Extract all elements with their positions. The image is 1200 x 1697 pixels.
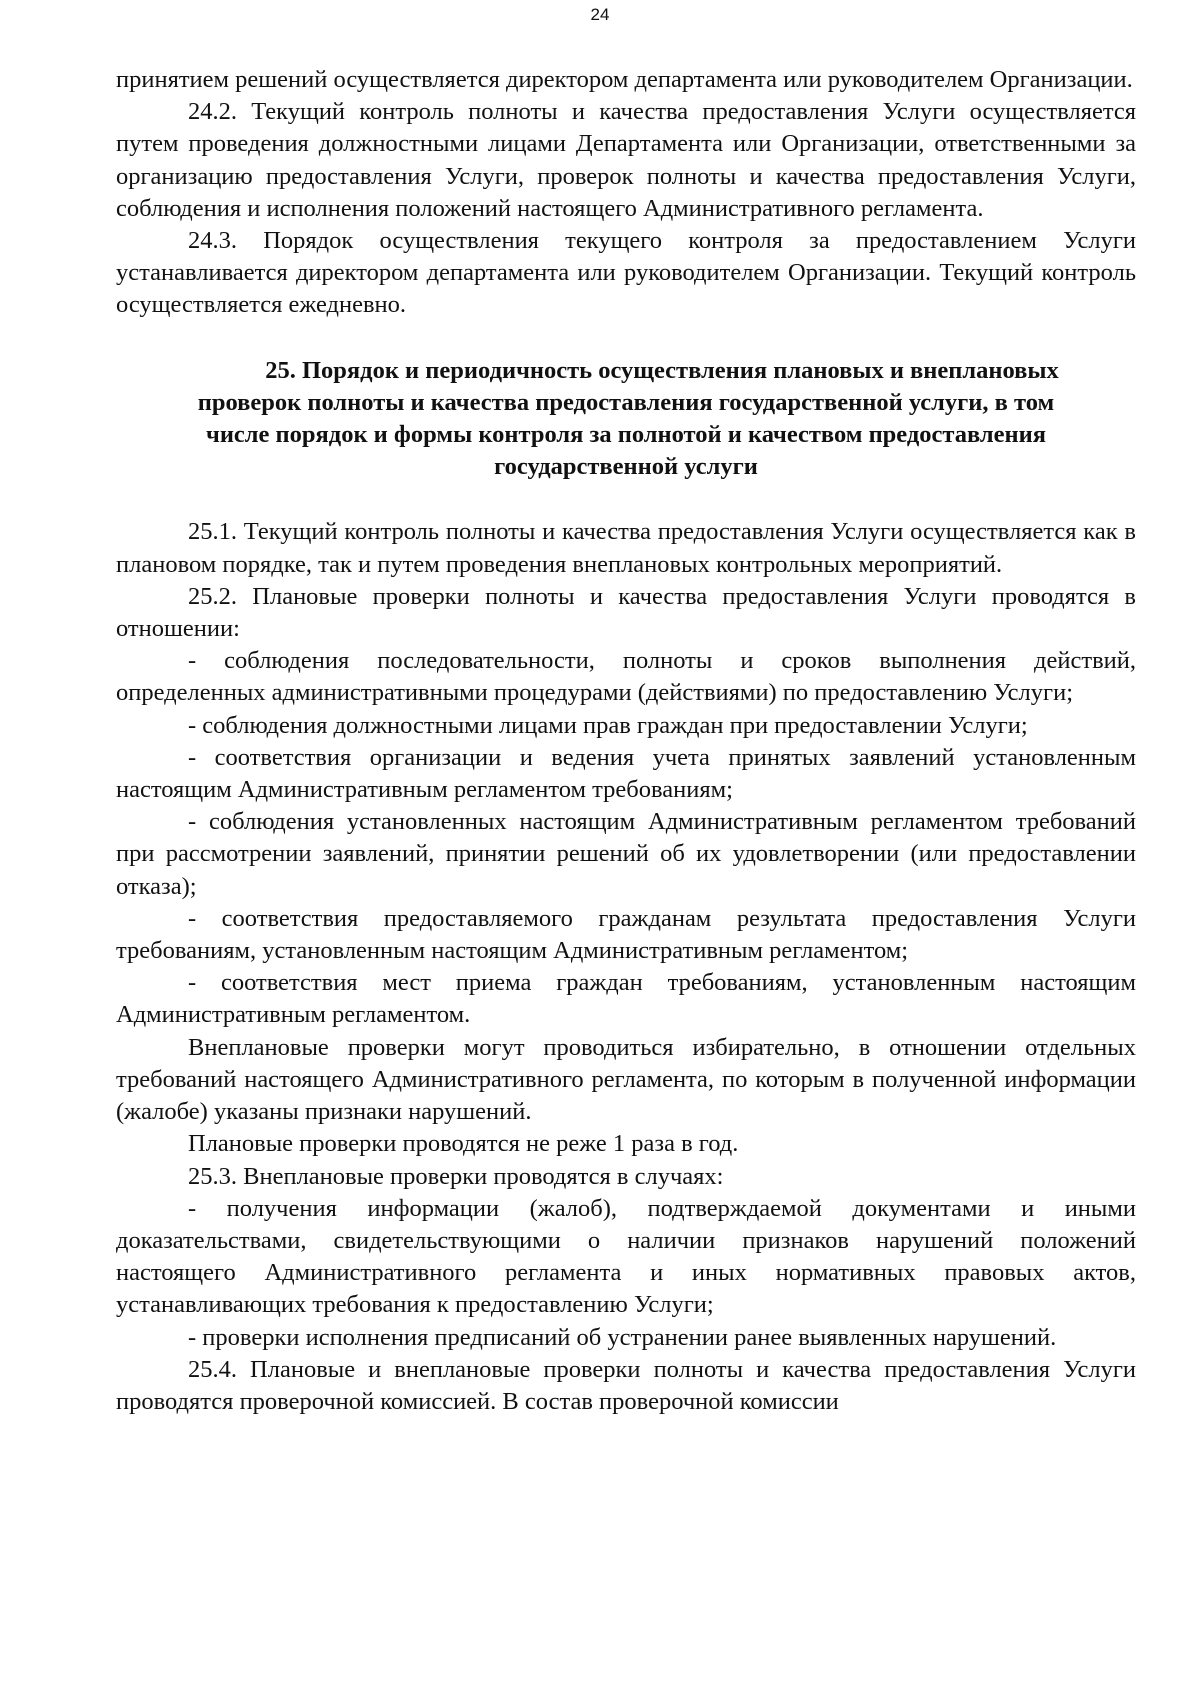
- section-heading-line: 25. Порядок и периодичность осуществления плановых и внеплановых: [265, 356, 1059, 384]
- section-heading: [116, 355, 1136, 484]
- paragraph: принятием решений осуществляется директором департамента или руководителем Организации.: [116, 66, 1133, 93]
- paragraph: 25.3. Внеплановые проверки проводятся в случаях:: [188, 1162, 724, 1190]
- list-item: - соответствия организации и ведения учета принятых заявлений установленным настоящим Административным регламентом требованиям;: [116, 743, 1136, 804]
- list-item: - соответствия мест приема граждан требованиям, установленным настоящим Административным регламентом.: [116, 969, 1136, 1029]
- paragraph: Плановые проверки проводятся не реже 1 раза в год.: [188, 1130, 739, 1158]
- paragraph: 25.4. Плановые и внеплановые проверки полноты и качества предоставления Услуги проводятся проверочной комиссией. В состав проверочной комиссии: [116, 1355, 1136, 1415]
- paragraph: 24.3. Порядок осуществления текущего контроля за предоставлением Услуги устанавливается директором департамента или руководителем Организации. Текущий контроль осуществляется ежедневно.: [116, 227, 1136, 319]
- document-body: [116, 64, 1136, 1418]
- paragraph: 25.1. Текущий контроль полноты и качества предоставления Услуги осуществляется как в плановом порядке, так и путем проведения внеплановых контрольных мероприятий.: [116, 518, 1136, 578]
- paragraph: 24.2. Текущий контроль полноты и качества предоставления Услуги осуществляется путем проведения должностными лицами Департамента или Организации, ответственными за организацию предоставления Услуги, проверок полноты и качества предоставления Услуги, соблюдения и исполнения положений настоящего Административного регламента.: [116, 98, 1136, 222]
- section-heading-line: государственной услуги: [494, 453, 758, 481]
- list-item: - соблюдения последовательности, полноты и сроков выполнения действий, определенных административными процедурами (действиями) по предоставлению Услуги;: [116, 647, 1136, 707]
- list-item: - соблюдения должностными лицами прав граждан при предоставлении Услуги;: [188, 711, 1028, 739]
- section-heading-line: числе порядок и формы контроля за полнотой и качеством предоставления: [206, 421, 1046, 449]
- list-item: - соблюдения установленных настоящим Административным регламентом требований при рассмотрении заявлений, принятии решений об их удовлетворении (или предоставлении отказа);: [116, 808, 1136, 900]
- page-number: 24: [590, 5, 610, 24]
- section-heading-line: проверок полноты и качества предоставления государственной услуги, в том: [197, 388, 1055, 416]
- paragraph: 25.2. Плановые проверки полноты и качества предоставления Услуги проводятся в отношении:: [116, 582, 1136, 643]
- list-item: - проверки исполнения предписаний об устранении ранее выявленных нарушений.: [188, 1323, 1057, 1351]
- paragraph: Внеплановые проверки могут проводиться избирательно, в отношении отдельных требований настоящего Административного регламента, по которым в полученной информации (жалобе) указаны признаки нарушений.: [116, 1033, 1136, 1126]
- list-item: - получения информации (жалоб), подтверждаемой документами и иными доказательствами, свидетельствующими о наличии признаков нарушений положений настоящего Административного регламента и иных нормативных правовых актов, устанавливающих требования к предоставлению Услуги;: [116, 1194, 1136, 1319]
- list-item: - соответствия предоставляемого гражданам результата предоставления Услуги требованиям, установленным настоящим Административным регламентом;: [116, 904, 1136, 965]
